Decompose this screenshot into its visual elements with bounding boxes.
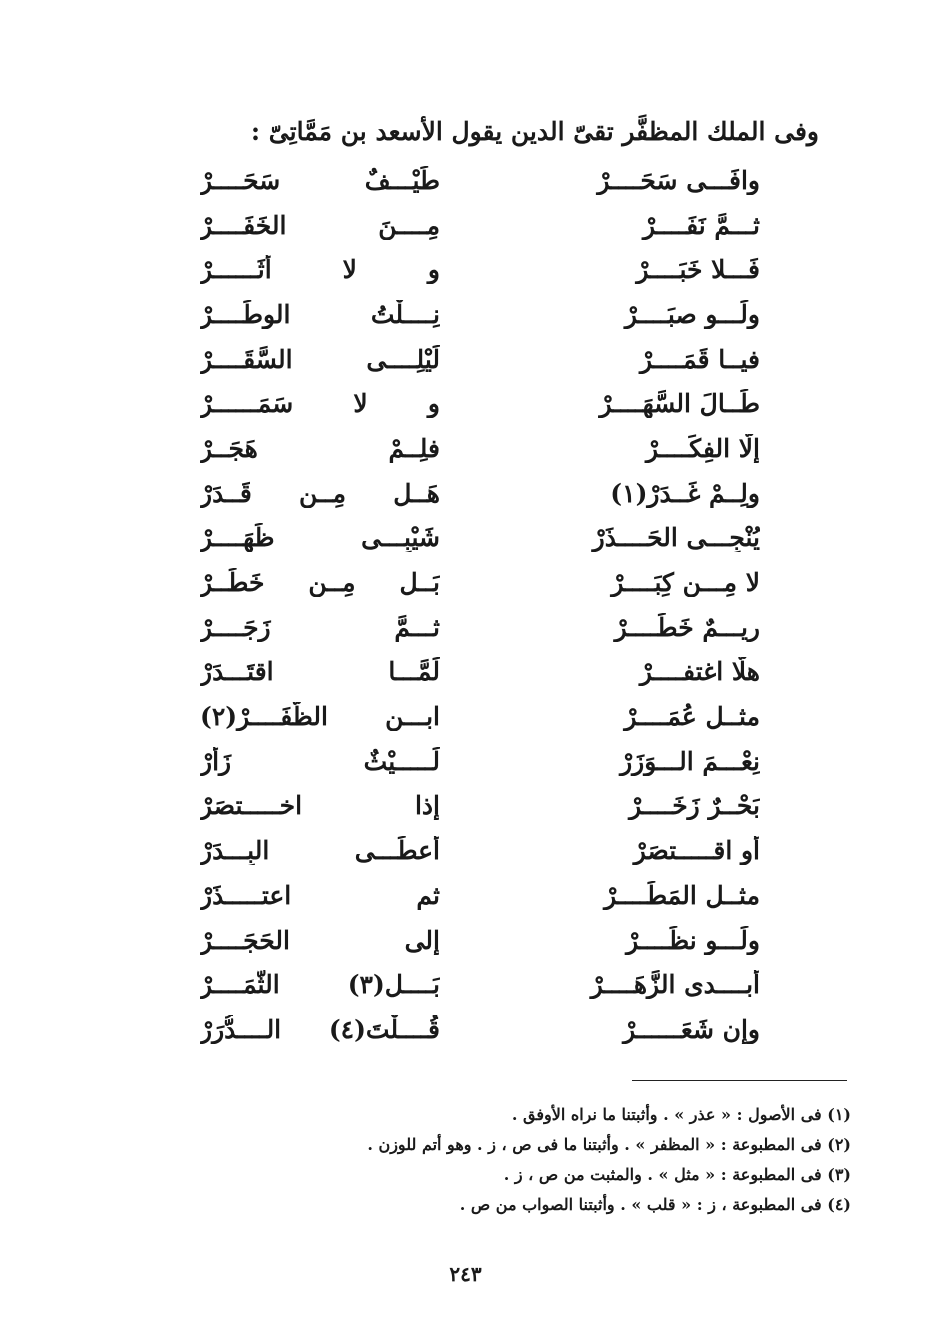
footnote: (٢) فى المطبوعة : « المظفر » . وأثبتنا ما فى ص ، ز . وهو أتم للوزن . xyxy=(367,1135,851,1154)
verse-row xyxy=(200,1007,760,1052)
verse-row xyxy=(200,203,760,248)
verse-row xyxy=(200,560,760,605)
poem xyxy=(200,158,760,1052)
verse-first-hemistich: أو اقـــــتصَرْ xyxy=(633,836,760,866)
verse-first-hemistich: ولَـــو صبَــــرْ xyxy=(624,299,760,329)
verse-row xyxy=(200,516,760,561)
verse-row xyxy=(200,471,760,516)
footnotes xyxy=(300,1100,851,1220)
verse-row xyxy=(200,739,760,784)
verse-row xyxy=(200,292,760,337)
verse-first-hemistich: هلَّا اغتفــــرْ xyxy=(639,657,760,687)
verse-second-hemistich: أعطَـــى البِـــدَرْ xyxy=(200,836,440,866)
verse-first-hemistich: لا مِـــن كِبَــــرْ xyxy=(611,568,760,598)
verse-row xyxy=(200,784,760,829)
verse-first-hemistich: ولِــمْ غَــدَرْ(١) xyxy=(610,478,760,508)
verse-first-hemistich: ولَـــو نظَــــرْ xyxy=(626,925,760,955)
verse-second-hemistich: بَــــل(٣) الثَّمَــــرْ xyxy=(200,970,440,1000)
footnote-separator xyxy=(632,1080,847,1081)
verse-row xyxy=(200,873,760,918)
verse-row xyxy=(200,918,760,963)
verse-row xyxy=(200,247,760,292)
verse-second-hemistich: و لا سَمَــــــرْ xyxy=(200,389,440,419)
footnote: (٤) فى المطبوعة ، ز : « قلب » . وأثبتنا الصواب من ص . xyxy=(459,1195,851,1214)
verse-second-hemistich: لَمَّـــا اقتَـــدَرْ xyxy=(200,657,440,687)
footnote: (١) فى الأصول : « عذر » . وأثبتنا ما نراه الأوفق . xyxy=(511,1105,851,1124)
verse-second-hemistich: نِــــلْتُ الوطَــــرْ xyxy=(200,299,440,329)
footnote: (٣) فى المطبوعة : « مثل » . والمثبت من ص ، ز . xyxy=(503,1165,851,1184)
verse-first-hemistich: وإن شَعَــــــرْ xyxy=(623,1014,760,1044)
verse-second-hemistich: بَــل مِــن خَطَــرْ xyxy=(200,568,440,598)
verse-first-hemistich: رِيـــمٌ خَطَــــرْ xyxy=(614,612,760,642)
verse-second-hemistich: لَيْلِــــى السَّقَــــرْ xyxy=(200,344,440,374)
verse-first-hemistich: طَــالَ السَّهَــــرْ xyxy=(599,389,760,419)
verse-first-hemistich: بَحْــرٌ زَخَــــرْ xyxy=(629,791,760,821)
verse-row xyxy=(200,337,760,382)
verse-row xyxy=(200,828,760,873)
verse-second-hemistich: إذا اخـــــتصَرْ xyxy=(200,791,440,821)
verse-second-hemistich: هَــل مِــن قَــدَرْ xyxy=(200,478,440,508)
verse-second-hemistich: قُــــلْتَ(٤) الــــدُّرَرْ xyxy=(200,1014,440,1044)
verse-second-hemistich: فلِــمْ هَجَــرْ xyxy=(200,433,440,463)
verse-first-hemistich: يُنْجِـــى الحَــــذَرْ xyxy=(592,523,760,553)
verse-second-hemistich: و لا أَثَــــــرْ xyxy=(200,255,440,285)
verse-first-hemistich: ثـــمَّ نَفَــــرْ xyxy=(643,210,760,240)
verse-second-hemistich: طَيْـــفٌ سَحَــــرْ xyxy=(200,165,440,195)
verse-second-hemistich: ابـــن الظَّفَــــرْ(٢) xyxy=(200,702,440,732)
verse-row xyxy=(200,605,760,650)
verse-first-hemistich: فَـــلا خَبَــــرْ xyxy=(636,255,760,285)
verse-row xyxy=(200,426,760,471)
intro-line: وفى الملك المظفَّر تقىّ الدين يقول الأسعد بن مَمَّاتِىّ : xyxy=(250,117,819,146)
verse-first-hemistich: مثــل المَطَــــرْ xyxy=(604,880,760,910)
page-number: ٢٤٣ xyxy=(449,1262,482,1286)
verse-row xyxy=(200,158,760,203)
verse-row xyxy=(200,650,760,695)
verse-second-hemistich: إلى الحَجَــــرْ xyxy=(200,925,440,955)
verse-row xyxy=(200,694,760,739)
verse-first-hemistich: فيــا قَمَــــرْ xyxy=(640,344,760,374)
verse-first-hemistich: نِعْـــمَ الـــوَزَرْ xyxy=(620,746,760,776)
verse-second-hemistich: مِــــنَ الخَفَــــرْ xyxy=(200,210,440,240)
verse-second-hemistich: ثم اعتـــــذَرْ xyxy=(200,880,440,910)
verse-row xyxy=(200,381,760,426)
verse-first-hemistich: وافَـــى سَحَــــرْ xyxy=(597,165,760,195)
verse-second-hemistich: شَيْبِـــى ظَهَــــرْ xyxy=(200,523,440,553)
verse-row xyxy=(200,962,760,1007)
verse-second-hemistich: ثـــمَّ زَجَــــرْ xyxy=(200,612,440,642)
verse-first-hemistich: أبــــدى الزَّهَــــرْ xyxy=(590,970,760,1000)
verse-first-hemistich: إلَّا الفِكَــــرْ xyxy=(645,433,760,463)
verse-first-hemistich: مثــل عُمَــــرْ xyxy=(624,702,760,732)
verse-second-hemistich: لَـــــيْثٌ زَأَرْ xyxy=(200,746,440,776)
